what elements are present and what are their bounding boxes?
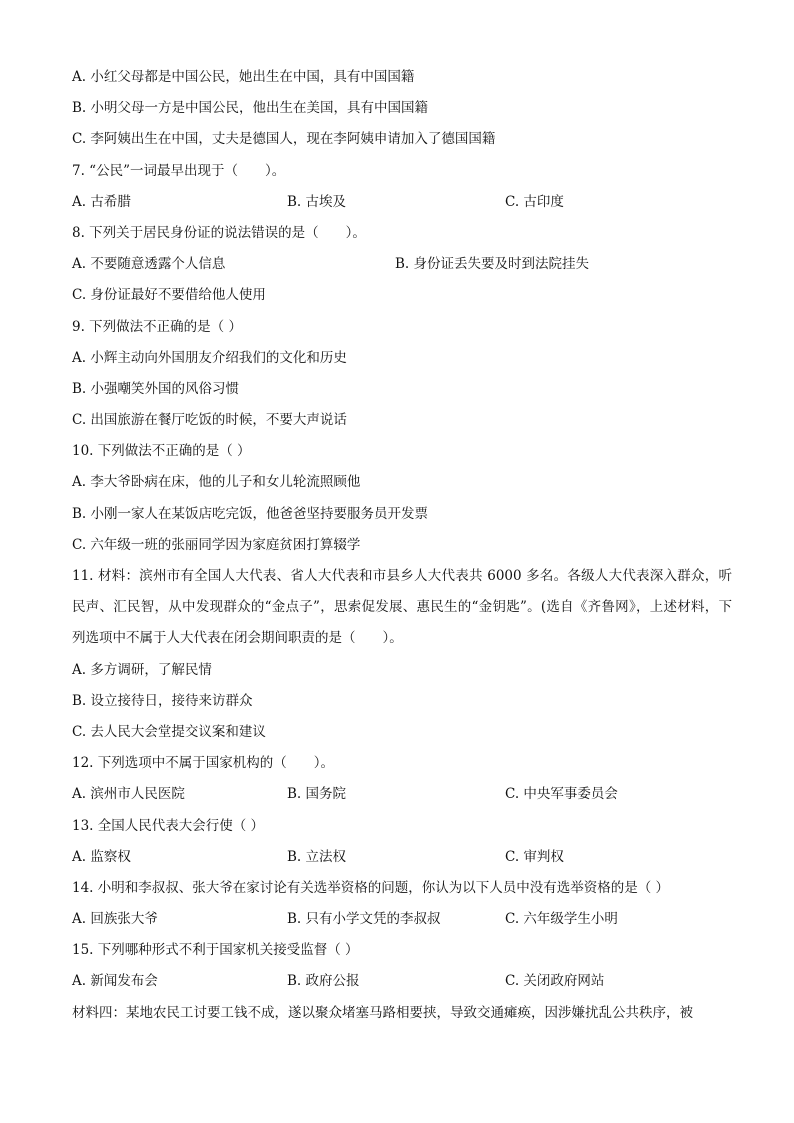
question-content xyxy=(72,62,732,1029)
q7-stem: 7. “公民”一词最早出现于（ ）。 xyxy=(72,162,286,179)
q8-option-c: C. 身份证最好不要借给他人使用 xyxy=(72,287,266,304)
q10-option-a: A. 李大爷卧病在床，他的儿子和女儿轮流照顾他 xyxy=(72,474,361,491)
q13-options xyxy=(72,842,732,873)
q15-options xyxy=(72,966,732,997)
q15-option-b: B. 政府公报 xyxy=(287,973,360,990)
q6-option-a: A. 小红父母都是中国公民，她出生在中国，具有中国国籍 xyxy=(72,69,415,85)
q8-options-row1 xyxy=(72,249,732,280)
q9-option-a: A. 小辉主动向外国朋友介绍我们的文化和历史 xyxy=(72,349,347,366)
q12-option-a: A. 滨州市人民医院 xyxy=(72,786,185,803)
q13-option-c: C. 审判权 xyxy=(505,848,564,865)
q15-stem: 15. 下列哪种形式不利于国家机关接受监督（ ） xyxy=(72,942,359,959)
q15-option-c: C. 关闭政府网站 xyxy=(505,973,605,990)
q12-options xyxy=(72,779,732,810)
q14-option-a: A. 回族张大爷 xyxy=(72,911,158,928)
q15-option-a: A. 新闻发布会 xyxy=(72,973,158,990)
q10-stem: 10. 下列做法不正确的是（ ） xyxy=(72,443,251,460)
q10-option-b: B. 小刚一家人在某饭店吃完饭，他爸爸坚持要服务员开发票 xyxy=(72,505,429,522)
q14-option-c: C. 六年级学生小明 xyxy=(505,911,618,928)
q7-options xyxy=(72,187,732,218)
material-four: 材料四：某地农民工讨要工钱不成，遂以聚众堵塞马路相要挟，导致交通瘫痪，因涉嫌扰乱公共秩序，被 xyxy=(72,1004,693,1021)
q11-stem: 11. 材料：滨州市有全国人大代表、省人大代表和市县乡人大代表共 6000 多名。各级人大代表深入群众，听民声、汇民智，从中发现群众的“金点子”，思索促发展、惠民生的“金钥匙”。(选自《齐鲁网》，上述材料，下列选项中不属于人大代表在闭会期间职责的是（ ）。 xyxy=(72,568,732,647)
q8-stem: 8. 下列关于居民身份证的说法错误的是（ ）。 xyxy=(72,224,366,241)
q9-option-c: C. 出国旅游在餐厅吃饭的时候，不要大声说话 xyxy=(72,412,347,429)
q6-option-b: B. 小明父母一方是中国公民，他出生在美国，具有中国国籍 xyxy=(72,100,429,117)
q7-option-c: C. 古印度 xyxy=(505,193,564,210)
q11-option-c: C. 去人民大会堂提交议案和建议 xyxy=(72,723,266,740)
q11-option-a: A. 多方调研，了解民情 xyxy=(72,661,212,678)
q12-stem: 12. 下列选项中不属于国家机构的（ ）。 xyxy=(72,755,335,772)
q13-stem: 13. 全国人民代表大会行使（ ） xyxy=(72,817,265,834)
q6-option-c: C. 李阿姨出生在中国，丈夫是德国人，现在李阿姨申请加入了德国国籍 xyxy=(72,131,496,148)
q7-option-a: A. 古希腊 xyxy=(72,193,131,210)
q12-option-b: B. 国务院 xyxy=(287,786,347,803)
q14-options xyxy=(72,904,732,935)
q8-option-a: A. 不要随意透露个人信息 xyxy=(72,256,226,273)
q12-option-c: C. 中央军事委员会 xyxy=(505,786,618,803)
q14-option-b: B. 只有小学文凭的李叔叔 xyxy=(287,911,441,928)
q11-option-b: B. 设立接待日，接待来访群众 xyxy=(72,692,253,709)
q7-option-b: B. 古埃及 xyxy=(287,193,347,210)
q9-stem: 9. 下列做法不正确的是（ ） xyxy=(72,318,242,335)
q14-stem: 14. 小明和李叔叔、张大爷在家讨论有关选举资格的问题，你认为以下人员中没有选举资格的是（ ） xyxy=(72,879,670,896)
q13-option-a: A. 监察权 xyxy=(72,848,131,865)
q8-option-b: B. 身份证丢失要及时到法院挂失 xyxy=(395,256,590,273)
q9-option-b: B. 小强嘲笑外国的风俗习惯 xyxy=(72,380,240,397)
q13-option-b: B. 立法权 xyxy=(287,848,347,865)
q10-option-c: C. 六年级一班的张丽同学因为家庭贫困打算辍学 xyxy=(72,536,361,553)
